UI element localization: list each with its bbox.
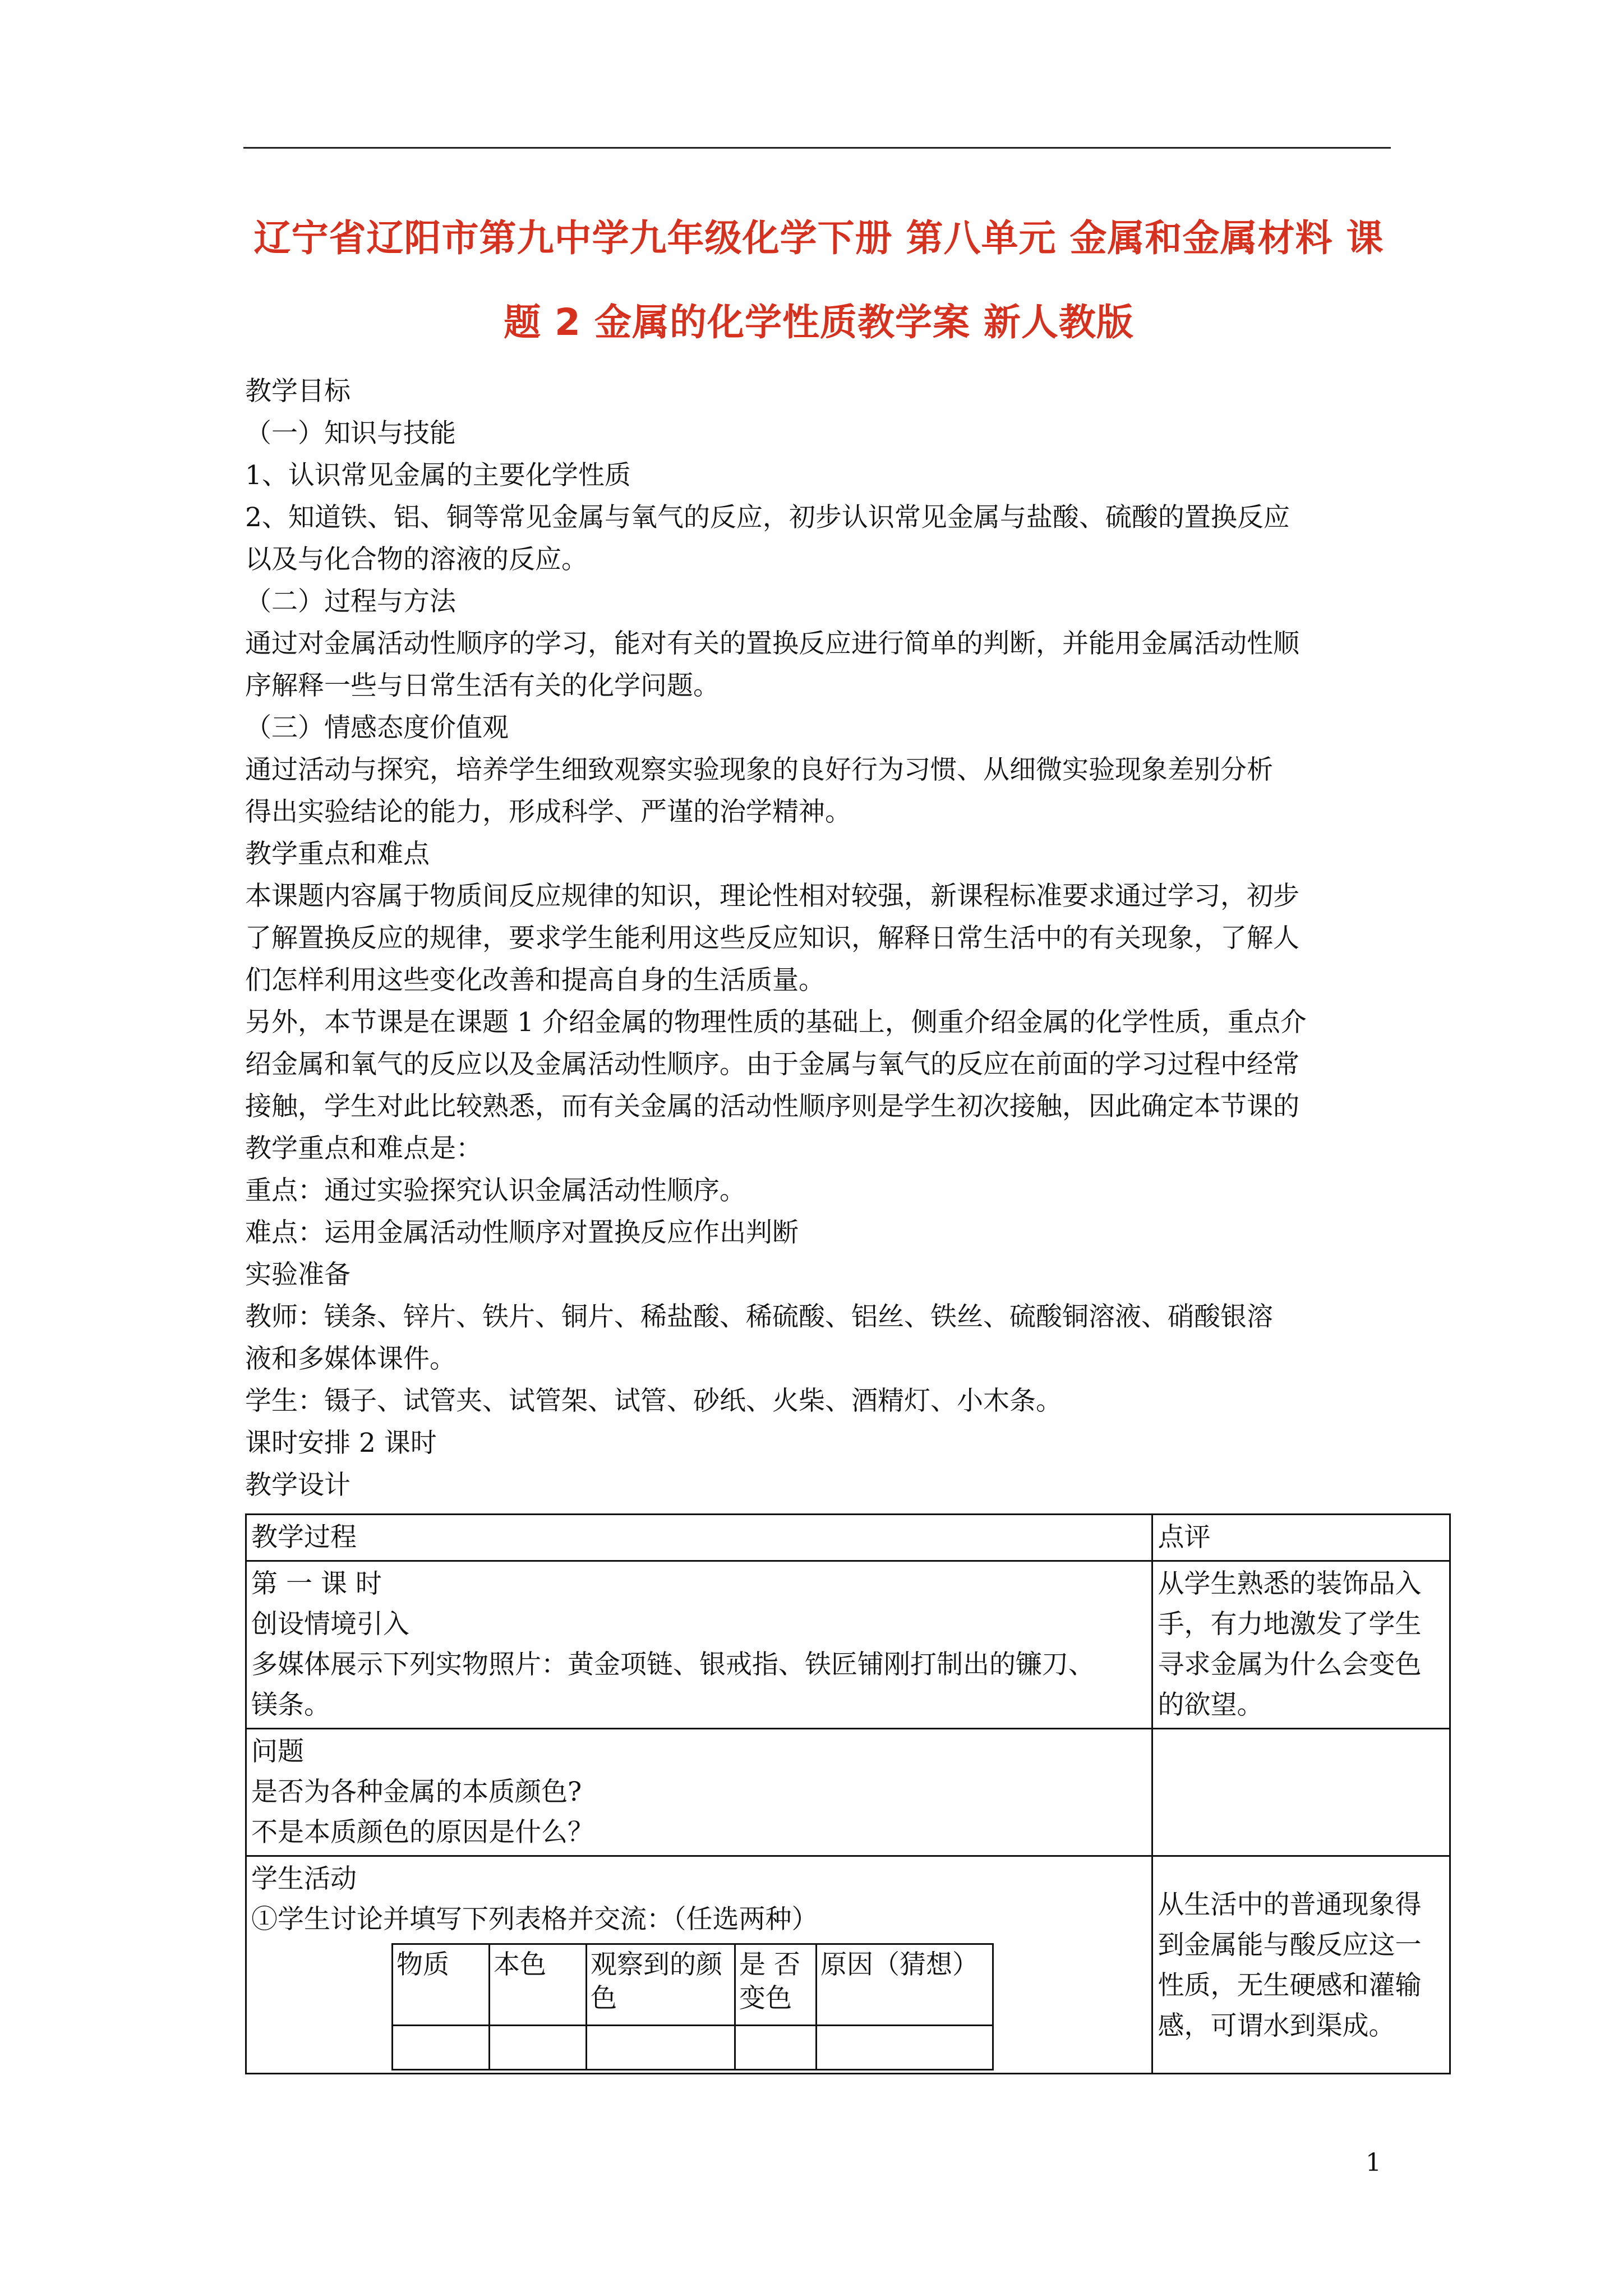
paragraph: 2、知道铁、铝、铜等常见金属与氧气的反应，初步认识常见金属与盐酸、硫酸的置换反应 — [245, 502, 1290, 533]
header-rule — [243, 147, 1391, 149]
empty-cell — [587, 2026, 735, 2070]
paragraph: 重点：通过实验探究认识金属活动性顺序。 — [245, 1175, 746, 1206]
comment-cell — [1152, 1561, 1450, 1729]
table-row — [246, 1729, 1450, 1856]
paragraph: （二）过程与方法 — [245, 586, 456, 617]
cell-line: 是否为各种金属的本质颜色? — [251, 1777, 582, 1807]
paragraph: 教师：镁条、锌片、铁片、铜片、稀盐酸、稀硫酸、铝丝、铁丝、硫酸铜溶液、硝酸银溶 — [245, 1301, 1273, 1332]
cell-line: 到金属能与酸反应这一 — [1158, 1930, 1422, 1961]
observation-header-row — [393, 1944, 993, 2026]
cell-line: 手，有力地激发了学生 — [1158, 1609, 1422, 1640]
empty-cell — [817, 2026, 993, 2070]
observation-header-original-color: 本色 — [490, 1944, 587, 2026]
lesson-design-table — [245, 1513, 1451, 2074]
empty-cell — [490, 2026, 587, 2070]
cell-line: 性质，无生硬感和灌输 — [1158, 1970, 1422, 2001]
paragraph: 液和多媒体课件。 — [245, 1343, 456, 1374]
cell-line: 多媒体展示下列实物照片：黄金项链、银戒指、铁匠铺刚打制出的镰刀、 — [251, 1649, 1095, 1680]
paragraph: 课时安排 2 课时 — [245, 1428, 437, 1458]
comment-cell — [1152, 1856, 1450, 2074]
paragraph: 以及与化合物的溶液的反应。 — [245, 544, 588, 575]
cell-line: 从学生熟悉的装饰品入 — [1158, 1568, 1422, 1599]
paragraph: （一）知识与技能 — [245, 418, 456, 449]
process-cell — [246, 1561, 1152, 1729]
document-title-line-2: 题 2 金属的化学性质教学案 新人教版 — [504, 301, 1134, 344]
table-header-row — [246, 1515, 1450, 1561]
empty-cell — [393, 2026, 490, 2070]
cell-line: 的欲望。 — [1158, 1690, 1264, 1720]
process-cell — [246, 1729, 1152, 1856]
paragraph: 得出实验结论的能力，形成科学、严谨的治学精神。 — [245, 797, 851, 827]
paragraph: 难点：运用金属活动性顺序对置换反应作出判断 — [245, 1217, 799, 1248]
header-cell-process: 教学过程 — [246, 1515, 1152, 1561]
paragraph: 教学目标 — [245, 376, 351, 407]
observation-header-substance: 物质 — [393, 1944, 490, 2026]
cell-line: 从生活中的普通现象得 — [1158, 1889, 1422, 1920]
paragraph: 教学重点和难点是： — [245, 1133, 482, 1164]
paragraph: 教学重点和难点 — [245, 839, 430, 869]
paragraph: （三）情感态度价值观 — [245, 712, 509, 743]
paragraph: 教学设计 — [245, 1470, 351, 1501]
observation-header-observed-color: 观察到的颜色 — [587, 1944, 735, 2026]
paragraph: 通过对金属活动性顺序的学习，能对有关的置换反应进行简单的判断，并能用金属活动性顺 — [245, 628, 1299, 659]
cell-line: 学生活动 — [251, 1864, 357, 1894]
cell-line: 不是本质颜色的原因是什么？ — [251, 1817, 594, 1848]
cell-line: 创设情境引入 — [251, 1609, 409, 1640]
cell-line: 问题 — [251, 1736, 304, 1767]
cell-line: 第 一 课 时 — [251, 1568, 382, 1599]
observation-empty-row — [393, 2026, 993, 2070]
paragraph: 本课题内容属于物质间反应规律的知识，理论性相对较强，新课程标准要求通过学习，初步 — [245, 881, 1299, 912]
paragraph: 实验准备 — [245, 1259, 351, 1290]
paragraph: 接触，学生对此比较熟悉，而有关金属的活动性顺序则是学生初次接触，因此确定本节课的 — [245, 1091, 1299, 1122]
paragraph: 1、认识常见金属的主要化学性质 — [245, 460, 631, 491]
paragraph: 序解释一些与日常生活有关的化学问题。 — [245, 670, 720, 701]
paragraph: 绍金属和氧气的反应以及金属活动性顺序。由于金属与氧气的反应在前面的学习过程中经常 — [245, 1049, 1299, 1080]
paragraph: 们怎样利用这些变化改善和提高自身的生活质量。 — [245, 965, 825, 996]
document-title-line-1: 辽宁省辽阳市第九中学九年级化学下册 第八单元 金属和金属材料 课 — [253, 217, 1384, 260]
cell-line: 镁条。 — [251, 1690, 330, 1720]
comment-cell — [1152, 1729, 1450, 1856]
observation-header-reason: 原因（猜想） — [817, 1944, 993, 2026]
observation-table — [391, 1943, 994, 2070]
paragraph: 通过活动与探究，培养学生细致观察实验现象的良好行为习惯、从细微实验现象差别分析 — [245, 754, 1273, 785]
table-row — [246, 1856, 1450, 2074]
empty-cell — [735, 2026, 817, 2070]
cell-line: 感，可谓水到渠成。 — [1158, 2010, 1395, 2041]
header-cell-comment: 点评 — [1152, 1515, 1450, 1561]
cell-line: 寻求金属为什么会变色 — [1158, 1649, 1422, 1680]
table-row — [246, 1561, 1450, 1729]
page-number: 1 — [1366, 2148, 1381, 2177]
cell-line: ①学生讨论并填写下列表格并交流：（任选两种） — [251, 1904, 818, 1935]
paragraph: 学生：镊子、试管夹、试管架、试管、砂纸、火柴、酒精灯、小木条。 — [245, 1386, 1062, 1416]
process-cell — [246, 1856, 1152, 2074]
document-body — [245, 370, 1389, 1506]
paragraph: 另外，本节课是在课题 1 介绍金属的物理性质的基础上，侧重介绍金属的化学性质，重点介 — [245, 1007, 1307, 1038]
observation-header-color-changed: 是 否变色 — [735, 1944, 817, 2026]
paragraph: 了解置换反应的规律，要求学生能利用这些反应知识，解释日常生活中的有关现象，了解人 — [245, 923, 1299, 954]
